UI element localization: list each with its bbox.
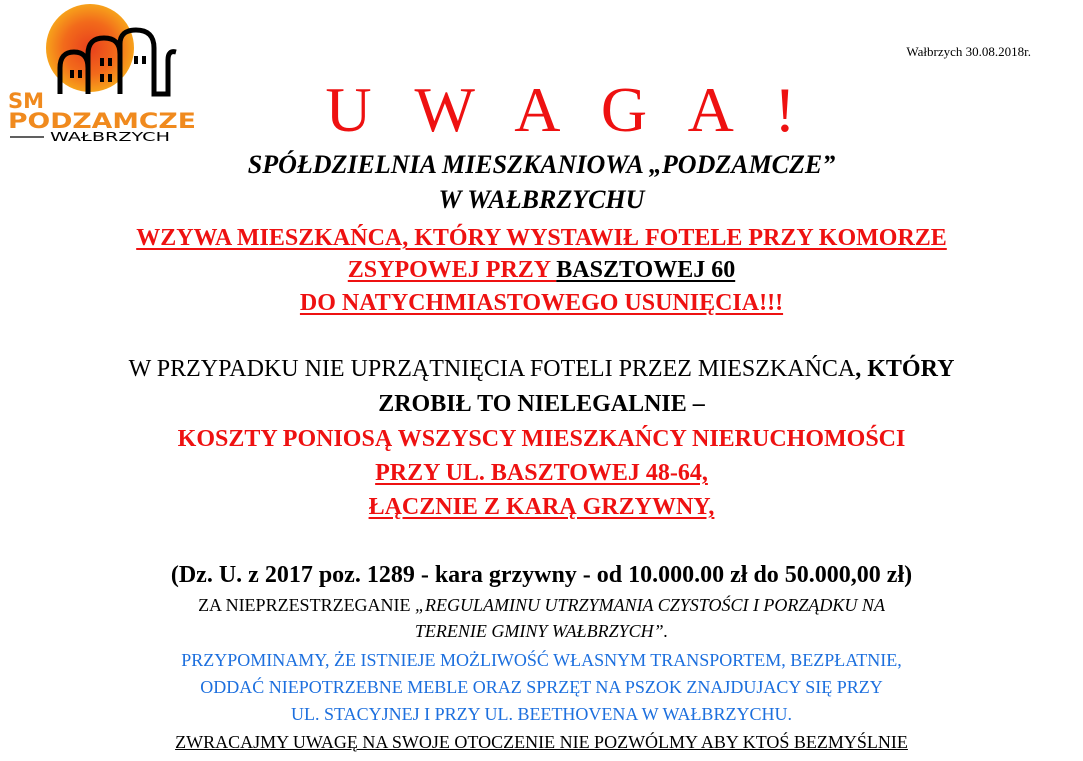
- warning-line2: ZROBIŁ TO NIELEGALNIE –: [378, 391, 705, 417]
- logo-podzamcze-text: PODZAMCZE: [8, 109, 196, 133]
- rule-line1-italic: „REGULAMINU UTRZYMANIA CZYSTOŚCI I PORZĄDKU NA: [415, 595, 885, 615]
- cost-line3: ŁĄCZNIE Z KARĄ GRZYWNY,: [368, 494, 715, 520]
- logo-sm-text: SM: [8, 89, 45, 113]
- page-title: U W A G A !: [325, 74, 810, 145]
- warning-line1-bold: , KTÓRY: [855, 356, 955, 382]
- reminder-line3: UL. STACYJNEJ I PRZY UL. BEETHOVENA W WAŁBRZYCHU.: [291, 704, 792, 724]
- call-line3: DO NATYCHMIASTOWEGO USUNIĘCIA!!!: [299, 290, 784, 316]
- rule-line1: ZA NIEPRZESTRZEGANIE: [198, 595, 416, 615]
- cost-line1: KOSZTY PONIOSĄ WSZYSCY MIESZKAŃCY NIERUCHOMOŚCI: [177, 426, 906, 452]
- document-date: Wałbrzych 30.08.2018r.: [906, 44, 1031, 59]
- call-line2-address: BASZTOWEJ 60: [556, 257, 736, 283]
- law-reference: (Dz. U. z 2017 poz. 1289 - kara grzywny - od 10.000.00 zł do 50.000,00 zł): [170, 562, 913, 588]
- reminder-line2: ODDAĆ NIEPOTRZEBNE MEBLE ORAZ SPRZĘT NA PSZOK ZNAJDUJACY SIĘ PRZY: [200, 677, 883, 697]
- call-line1: WZYWA MIESZKAŃCA, KTÓRY WYSTAWIŁ FOTELE PRZY KOMORZE: [136, 225, 947, 251]
- org-name-line1: SPÓŁDZIELNIA MIESZKANIOWA „PODZAMCZE”: [247, 150, 836, 179]
- org-name-line2: W WAŁBRZYCHU: [438, 185, 645, 214]
- final-line: ZWRACAJMY UWAGĘ NA SWOJE OTOCZENIE NIE POZWÓLMY ABY KTOŚ BEZMYŚLNIE: [175, 732, 908, 752]
- rule-line2: TERENIE GMINY WAŁBRZYCH”.: [414, 621, 669, 641]
- warning-line1: W PRZYPADKU NIE UPRZĄTNIĘCIA FOTELI PRZEZ MIESZKAŃCA: [128, 356, 856, 382]
- call-line2-red: ZSYPOWEJ PRZY: [347, 257, 557, 283]
- reminder-line1: PRZYPOMINAMY, ŻE ISTNIEJE MOŻLIWOŚĆ WŁASNYM TRANSPORTEM, BEZPŁATNIE,: [181, 650, 902, 670]
- cost-line2: PRZY UL. BASZTOWEJ 48-64,: [375, 460, 708, 486]
- logo-walbrzych-text: WAŁBRZYCH: [50, 130, 170, 142]
